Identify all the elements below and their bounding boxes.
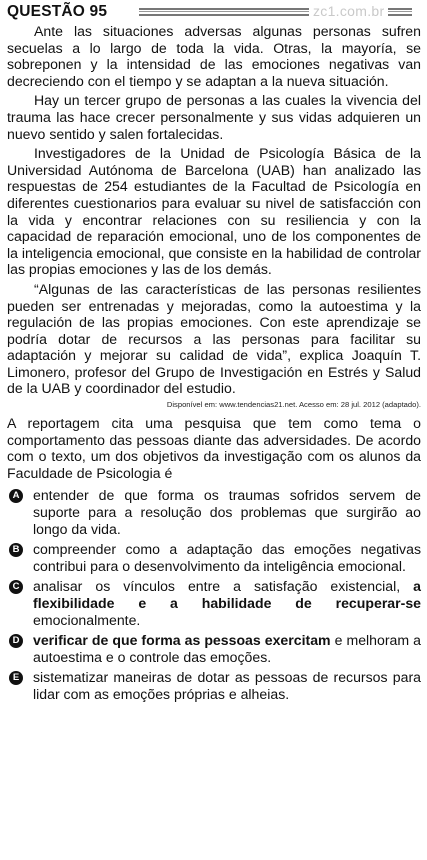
option-c[interactable] — [7, 578, 421, 628]
option-letter-c: C — [9, 580, 23, 594]
question-header — [7, 3, 421, 23]
question-number: QUESTÃO 95 — [7, 3, 108, 20]
paragraph: Ante las situaciones adversas algunas personas sufren secuelas a lo largo de toda la vida. Otras, la mayoría, se sobreponen y la intensidad de las emociones negativas van decreciendo con el tiempo y se adaptan a la nueva situación. — [7, 23, 421, 89]
watermark: zc1.com.br — [309, 3, 388, 19]
paragraph: Hay un tercer grupo de personas a las cuales la vivencia del trauma las hace crecer personalmente y sus vidas adquieren un nuevo sentido y salen fortalecidas. — [7, 92, 421, 142]
option-text: compreender como a adaptação das emoções negativas contribui para o desenvolvimento da inteligência emocional. — [33, 541, 421, 574]
option-text: e melhoram a autoestima e o controle das emoções. — [33, 632, 421, 665]
option-letter-e: E — [9, 671, 23, 685]
option-text: sistematizar maneiras de dotar as pessoas de recursos para lidar com as emoções próprias e alheias. — [33, 669, 421, 702]
question-stem: A reportagem cita uma pesquisa que tem como tema o comportamento das pessoas diante das adversidades. De acordo com o texto, um dos objetivos da investigação com os alunos da Faculdade de Psicologia é — [7, 415, 421, 481]
option-text: entender de que forma os traumas sofridos servem de suporte para a resolução dos problemas que surgirão ao longo da vida. — [33, 487, 421, 537]
option-letter-b: B — [9, 543, 23, 557]
option-letter-a: A — [9, 489, 23, 503]
paragraph: Investigadores de la Unidad de Psicología Básica de la Universidad Autónoma de Barcelona (UAB) han analizado las respuestas de 254 estudiantes de la Facultad de Psicología en diferentes cuestionarios para evaluar su nivel de satisfacción con la vida y encontrar relaciones con su resiliencia y con la capacidad de reparación emocional, uno de los componentes de la inteligencia emocional, que consiste en la habilidad de controlar las propias emociones y las de los demás. — [7, 145, 421, 278]
option-text-bold: a flexibilidade e a habilidade de recuperar-se — [33, 578, 421, 611]
reading-text — [7, 23, 421, 397]
source-citation: Disponível em: www.tendencias21.net. Acesso em: 28 jul. 2012 (adaptado). — [166, 400, 421, 410]
answer-options — [7, 487, 421, 702]
option-b[interactable] — [7, 541, 421, 574]
option-text: analisar os vínculos entre a satisfação existencial, — [33, 578, 401, 595]
option-a[interactable] — [7, 487, 421, 537]
option-text-bold: verificar de que forma as pessoas exercitam — [33, 632, 331, 649]
paragraph: “Algunas de las características de las personas resilientes pueden ser entrenadas y mejoradas, como la autoestima y la regulación de las propias emociones. Con este aprendizaje se podría dotar de recursos a las personas para facilitar su adaptación y mejorar su calidad de vida”, explica Joaquín T. Limonero, profesor del Grupo de Investigación en Estrés y Salud de la UAB y coordinador del estudio. — [7, 280, 421, 397]
option-d[interactable] — [7, 632, 421, 665]
option-letter-d: D — [9, 634, 23, 648]
option-e[interactable] — [7, 669, 421, 702]
question-page — [7, 3, 421, 707]
option-text-tail: emocionalmente. — [33, 611, 141, 628]
